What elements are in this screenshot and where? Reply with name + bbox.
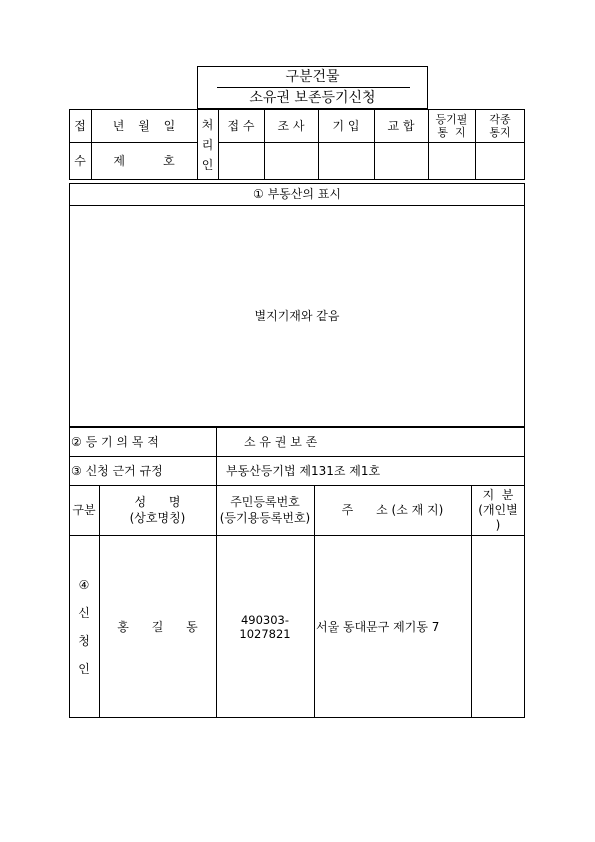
form-title-line2: 소유권 보존등기신청 [249,90,376,106]
processor-label: 처 리 인 [201,117,214,172]
col-josa: 조 사 [277,118,305,133]
basis-label: ③ 신청 근거 규정 [71,463,163,478]
col-share: 지 분 (개인별 ) [478,487,518,532]
applicant-row-label: ④ 신 청 인 [78,577,90,676]
col-giip: 기 입 [332,118,360,133]
property-section-title: ① 부동산의 표시 [253,187,341,201]
form-title-line1: 구분건물 [285,68,340,85]
applicant-share [471,535,525,718]
applicant-id-number: 490303-1027821 [239,612,291,641]
col-various-notice: 각종 통지 [489,112,511,139]
date-label: 년 월 일 [112,118,176,133]
col-jeopsu: 접 수 [227,118,255,133]
col-gyohap: 교 합 [387,118,415,133]
col-name: 성 명 (상호명칭) [129,495,186,525]
applicant-address: 서울 동대문구 제기동 7 [316,619,440,634]
reception-jeop-label: 접 [74,118,86,133]
col-registration-notice: 등기필 통 지 [435,112,468,139]
purpose-label: ② 등 기 의 목 적 [71,434,159,449]
reception-su-label: 수 [74,154,86,168]
applicant-name: 홍 길 동 [117,619,198,634]
purpose-value: 소 유 권 보 존 [244,434,318,449]
basis-value: 부동산등기법 제131조 제1호 [226,463,381,478]
property-section-content: 별지기재와 같음 [254,309,340,323]
col-address: 주 소 (소 재 지) [341,503,444,517]
col-gubun: 구분 [72,503,96,517]
col-id-number: 주민등록번호 (등기용등록번호) [219,495,311,525]
number-label: 제 호 [113,154,175,168]
